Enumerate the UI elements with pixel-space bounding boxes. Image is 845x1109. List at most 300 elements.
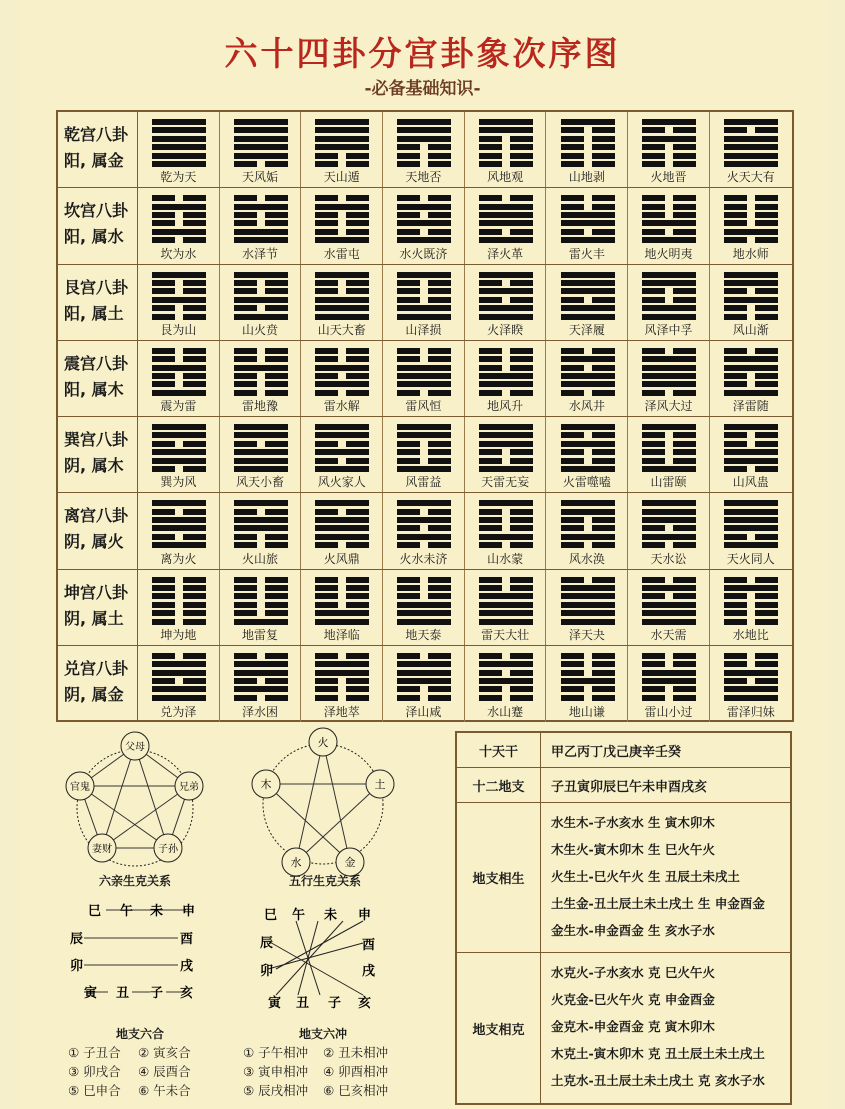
yang-line: [397, 204, 451, 210]
yin-line: [234, 509, 288, 515]
yin-line: [397, 509, 451, 515]
palace-row: [58, 112, 792, 188]
wuxing-diagram: [238, 722, 408, 882]
yang-line: [724, 424, 778, 430]
chong-wu: 午: [292, 908, 306, 923]
yang-line: [397, 602, 451, 608]
yang-line: [234, 314, 288, 320]
hexagram-name: 泽天夬: [568, 627, 605, 642]
hexagram-symbol: [315, 272, 369, 320]
hexagram-cell: [220, 646, 302, 722]
yang-line: [315, 305, 369, 311]
yin-line: [234, 610, 288, 616]
hexagram-symbol: [234, 119, 288, 167]
yin-line: [561, 348, 615, 354]
yang-line: [315, 136, 369, 142]
chong-hai: 亥: [358, 996, 372, 1011]
yin-line: [234, 602, 288, 608]
yin-line: [724, 220, 778, 226]
liuchong-diagram: [258, 903, 388, 1013]
yin-line: [479, 509, 533, 515]
yin-line: [152, 577, 206, 583]
liuhe-note: ④ 辰酉合: [138, 1064, 191, 1079]
yang-line: [724, 280, 778, 286]
branch-wei: 未: [150, 904, 164, 919]
hexagram-cell: [220, 493, 302, 568]
yang-line: [397, 619, 451, 625]
yin-line: [479, 280, 533, 286]
hexagram-cell: [138, 188, 220, 263]
yin-line: [642, 153, 696, 159]
liuhe-note: ⑤ 巳申合: [68, 1083, 121, 1098]
yang-line: [152, 449, 206, 455]
hexagram-cell: [465, 493, 547, 568]
yang-line: [397, 237, 451, 243]
hexagram-cell: [628, 341, 710, 416]
yang-line: [315, 204, 369, 210]
hexagram-name: 水山蹇: [487, 705, 524, 719]
yang-line: [724, 272, 778, 278]
tiangan-label: 十天干: [457, 733, 541, 767]
palace-attribute: 阴, 属木: [64, 456, 124, 475]
yin-line: [724, 348, 778, 354]
yin-line: [152, 212, 206, 218]
hexagram-symbol: [642, 119, 696, 167]
yang-line: [234, 619, 288, 625]
yang-line: [561, 356, 615, 362]
hexagram-cell: [547, 265, 629, 340]
hexagram-cell: [547, 341, 629, 416]
yin-line: [152, 195, 206, 201]
yin-line: [724, 534, 778, 540]
hexagram-cell: [138, 570, 220, 645]
yang-line: [724, 525, 778, 531]
dizhi-value: 子丑寅卯辰巳午未申酉戌亥: [551, 779, 708, 795]
yang-line: [724, 686, 778, 692]
yin-line: [479, 449, 533, 455]
yang-line: [479, 534, 533, 540]
yin-line: [561, 525, 615, 531]
yin-line: [234, 381, 288, 387]
hexagram-cell: [547, 493, 629, 568]
hexagram-symbol: [315, 500, 369, 548]
yang-line: [479, 305, 533, 311]
yang-line: [642, 509, 696, 515]
yin-line: [561, 686, 615, 692]
yin-line: [397, 686, 451, 692]
hexagram-symbol: [152, 577, 206, 625]
yin-line: [315, 280, 369, 286]
page-title: 六十四卦分宫卦象次序图: [224, 34, 621, 73]
yang-line: [315, 272, 369, 278]
chong-shen: 申: [358, 908, 372, 923]
yin-line: [561, 432, 615, 438]
yin-line: [724, 432, 778, 438]
yang-line: [397, 373, 451, 379]
yang-line: [479, 466, 533, 472]
yang-line: [561, 381, 615, 387]
yang-line: [234, 144, 288, 150]
yang-line: [397, 272, 451, 278]
yin-line: [315, 356, 369, 362]
liuchong-note: ⑤ 辰戌相冲: [243, 1083, 309, 1098]
hexagram-symbol: [561, 272, 615, 320]
yin-line: [397, 161, 451, 167]
yin-line: [315, 593, 369, 599]
hexagram-name: 泽山咸: [405, 705, 442, 719]
wuxing-star: [266, 742, 380, 862]
hexagram-name: 火泽睽: [487, 322, 524, 337]
hexagram-symbol: [152, 272, 206, 320]
yin-line: [234, 695, 288, 701]
hexagram-cell: [628, 112, 710, 187]
yang-line: [315, 314, 369, 320]
yang-line: [724, 695, 778, 701]
yin-line: [561, 449, 615, 455]
branch-wu: 午: [120, 904, 134, 919]
hexagram-symbol: [724, 348, 778, 396]
yang-line: [479, 314, 533, 320]
yang-line: [152, 119, 206, 125]
yin-line: [642, 195, 696, 201]
hexagram-symbol: [479, 119, 533, 167]
yin-line: [397, 297, 451, 303]
hexagram-cell: [710, 646, 792, 722]
hexagram-name: 天山遁: [323, 170, 360, 185]
liuchong-caption: 地支六冲: [298, 1027, 347, 1041]
node-mu: [252, 770, 280, 798]
yang-line: [561, 509, 615, 515]
palace-attribute: 阴, 属金: [64, 684, 124, 704]
yang-line: [152, 229, 206, 235]
yang-line: [315, 297, 369, 303]
hexagram-cell: [138, 341, 220, 416]
yang-line: [479, 204, 533, 210]
palace-name: 坎宫八卦: [64, 201, 129, 221]
yang-line: [479, 610, 533, 616]
hexagram-symbol: [561, 577, 615, 625]
yang-line: [152, 272, 206, 278]
hexagram-name: 地火明夷: [644, 246, 693, 261]
hexagram-cell: [547, 112, 629, 187]
yin-line: [724, 678, 778, 684]
yang-line: [561, 373, 615, 379]
hexagram-name: 泽水困: [242, 705, 279, 719]
hexagram-cell: [710, 493, 792, 568]
yang-line: [642, 602, 696, 608]
yin-line: [724, 653, 778, 659]
yang-line: [234, 458, 288, 464]
node-qicai-label: 妻财: [92, 844, 112, 855]
yang-line: [561, 212, 615, 218]
hexagram-symbol: [642, 577, 696, 625]
xiangsheng-line: 土生金-丑土辰土未土戌土 生 申金酉金: [551, 896, 765, 911]
branch-si: 巳: [88, 904, 102, 919]
hexagram-name: 天雷无妄: [481, 475, 530, 490]
yin-line: [479, 229, 533, 235]
yin-line: [397, 356, 451, 362]
yang-line: [315, 517, 369, 523]
yin-line: [234, 220, 288, 226]
node-huo: [309, 728, 337, 756]
yang-line: [479, 127, 533, 133]
yin-line: [561, 670, 615, 676]
yin-line: [642, 432, 696, 438]
yang-line: [479, 432, 533, 438]
hexagram-symbol: [315, 577, 369, 625]
yang-line: [152, 542, 206, 548]
xiangke-label: 地支相克: [457, 953, 541, 1103]
hexagram-name: 地泽临: [323, 627, 360, 642]
yang-line: [315, 127, 369, 133]
branch-zi: 子: [150, 986, 164, 1001]
yang-line: [642, 305, 696, 311]
node-shui-label: 水: [290, 856, 302, 869]
yin-line: [479, 653, 533, 659]
yang-line: [724, 153, 778, 159]
hexagram-name: 天风姤: [242, 170, 279, 185]
yang-line: [234, 466, 288, 472]
yin-line: [315, 161, 369, 167]
palace-row: [58, 417, 792, 493]
yang-line: [152, 525, 206, 531]
hexagram-symbol: [152, 119, 206, 167]
hexagram-name: 山火贲: [242, 322, 279, 337]
yin-line: [315, 348, 369, 354]
row-xiangke: [457, 953, 790, 1103]
xiangsheng-line: 木生火-寅木卯木 生 巳火午火: [551, 842, 715, 857]
chong-zi: 子: [328, 996, 342, 1011]
yang-line: [315, 381, 369, 387]
yang-line: [561, 534, 615, 540]
yang-line: [315, 449, 369, 455]
yin-line: [315, 212, 369, 218]
yang-line: [152, 670, 206, 676]
yang-line: [479, 237, 533, 243]
yin-line: [152, 373, 206, 379]
hexagram-name: 水雷屯: [323, 246, 360, 261]
hexagram-symbol: [561, 119, 615, 167]
yang-line: [152, 153, 206, 159]
yang-line: [561, 678, 615, 684]
yin-line: [642, 653, 696, 659]
yin-line: [561, 517, 615, 523]
yin-line: [315, 509, 369, 515]
hexagram-cell: [628, 188, 710, 263]
yin-line: [724, 314, 778, 320]
yin-line: [561, 365, 615, 371]
yang-line: [642, 314, 696, 320]
yin-line: [234, 161, 288, 167]
yang-line: [152, 297, 206, 303]
yin-line: [152, 610, 206, 616]
yin-line: [642, 297, 696, 303]
yin-line: [642, 441, 696, 447]
yang-line: [561, 466, 615, 472]
yang-line: [724, 517, 778, 523]
yin-line: [397, 288, 451, 294]
hexagram-symbol: [561, 348, 615, 396]
yang-line: [397, 127, 451, 133]
hexagram-name: 山泽损: [405, 322, 442, 337]
xiangsheng-label: 地支相生: [457, 803, 541, 952]
liuhe-caption: 地支六合: [115, 1027, 164, 1041]
liuhe-note: ③ 卯戌合: [68, 1064, 121, 1079]
hexagram-name: 风地观: [487, 170, 524, 185]
xiangsheng-line: 火生土-巳火午火 生 丑辰土未戌土: [551, 869, 740, 884]
yang-line: [479, 678, 533, 684]
node-guangui-label: 官鬼: [70, 782, 90, 793]
hexagram-name: 地雷复: [242, 627, 279, 642]
hexagram-symbol: [642, 653, 696, 701]
yin-line: [152, 653, 206, 659]
palace-name: 艮宫八卦: [64, 277, 129, 297]
hexagram-cell: [383, 570, 465, 645]
yang-line: [152, 204, 206, 210]
yang-line: [397, 314, 451, 320]
yin-line: [315, 390, 369, 396]
hexagram-cell: [383, 341, 465, 416]
hexagram-symbol: [234, 195, 288, 243]
hexagram-symbol: [234, 500, 288, 548]
yin-line: [479, 695, 533, 701]
yang-line: [561, 288, 615, 294]
hexagram-symbol: [152, 195, 206, 243]
hexagram-symbol: [234, 424, 288, 472]
palace-row: [58, 493, 792, 569]
yin-line: [397, 458, 451, 464]
yang-line: [234, 153, 288, 159]
liuchong-note: ② 丑未相冲: [323, 1045, 389, 1060]
yang-line: [724, 297, 778, 303]
yin-line: [561, 195, 615, 201]
yang-line: [479, 441, 533, 447]
yin-line: [234, 288, 288, 294]
yang-line: [315, 619, 369, 625]
yang-line: [397, 610, 451, 616]
yang-line: [479, 661, 533, 667]
hexagram-name: 震为雷: [160, 399, 197, 413]
yang-line: [234, 449, 288, 455]
yin-line: [152, 585, 206, 591]
hexagram-cell: [138, 265, 220, 340]
yin-line: [479, 458, 533, 464]
yang-line: [642, 365, 696, 371]
yin-line: [724, 619, 778, 625]
yin-line: [642, 390, 696, 396]
hexagram-cell: [465, 265, 547, 340]
yang-line: [315, 432, 369, 438]
hexagram-cell: [465, 112, 547, 187]
hexagram-name: 水地比: [732, 627, 769, 642]
hexagram-name: 风泽中孚: [644, 322, 693, 337]
palace-row: [58, 265, 792, 341]
hexagram-cell: [628, 265, 710, 340]
yang-line: [234, 517, 288, 523]
yin-line: [642, 204, 696, 210]
hexagram-cell: [628, 646, 710, 722]
yang-line: [642, 466, 696, 472]
yang-line: [152, 144, 206, 150]
palace-row: [58, 646, 792, 722]
dizhi-label: 十二地支: [457, 768, 541, 802]
hexagram-symbol: [642, 500, 696, 548]
yang-line: [642, 373, 696, 379]
liuhe-diagram: [70, 893, 210, 1018]
yin-line: [234, 653, 288, 659]
yang-line: [642, 517, 696, 523]
hexagram-name: 坎为水: [160, 246, 197, 261]
yin-line: [315, 602, 369, 608]
yang-line: [234, 525, 288, 531]
yang-line: [315, 534, 369, 540]
yin-line: [479, 585, 533, 591]
hexagram-symbol: [397, 653, 451, 701]
yang-line: [152, 517, 206, 523]
yin-line: [479, 136, 533, 142]
yin-line: [642, 288, 696, 294]
yang-line: [315, 237, 369, 243]
yang-line: [561, 585, 615, 591]
hexagram-name: 火水未济: [399, 551, 448, 566]
branch-chou: 丑: [116, 986, 130, 1001]
branch-shen: 申: [182, 904, 196, 919]
branch-you: 酉: [180, 932, 194, 947]
hexagram-cell: [138, 493, 220, 568]
yin-line: [724, 381, 778, 387]
yin-line: [234, 212, 288, 218]
yin-line: [479, 577, 533, 583]
row-xiangsheng: [457, 803, 790, 953]
yin-line: [152, 534, 206, 540]
yang-line: [315, 525, 369, 531]
yin-line: [479, 144, 533, 150]
hexagram-name: 风火家人: [317, 475, 366, 490]
hexagram-symbol: [397, 195, 451, 243]
palace-name: 坤宫八卦: [64, 582, 129, 602]
yin-line: [152, 314, 206, 320]
yin-line: [642, 661, 696, 667]
chong-chou: 丑: [296, 996, 310, 1011]
yin-line: [561, 390, 615, 396]
palace-attribute: 阴, 属火: [64, 532, 124, 552]
yin-line: [642, 449, 696, 455]
hexagram-symbol: [479, 348, 533, 396]
yin-line: [642, 686, 696, 692]
yin-line: [724, 661, 778, 667]
yin-line: [642, 593, 696, 599]
hexagram-name: 雷水解: [323, 399, 360, 413]
yang-line: [479, 381, 533, 387]
yang-line: [234, 272, 288, 278]
hexagram-name: 兑为泽: [160, 705, 197, 719]
yang-line: [397, 670, 451, 676]
yang-line: [642, 678, 696, 684]
yang-line: [152, 390, 206, 396]
yin-line: [315, 695, 369, 701]
yang-line: [234, 670, 288, 676]
yang-line: [234, 229, 288, 235]
yang-line: [724, 365, 778, 371]
hexagram-name: 坤为地: [160, 627, 197, 642]
hexagram-symbol: [315, 195, 369, 243]
hexagram-cell: [138, 112, 220, 187]
node-qicai: [88, 834, 116, 862]
hexagram-symbol: [642, 272, 696, 320]
hexagram-symbol: [152, 424, 206, 472]
yin-line: [234, 678, 288, 684]
yin-line: [234, 441, 288, 447]
